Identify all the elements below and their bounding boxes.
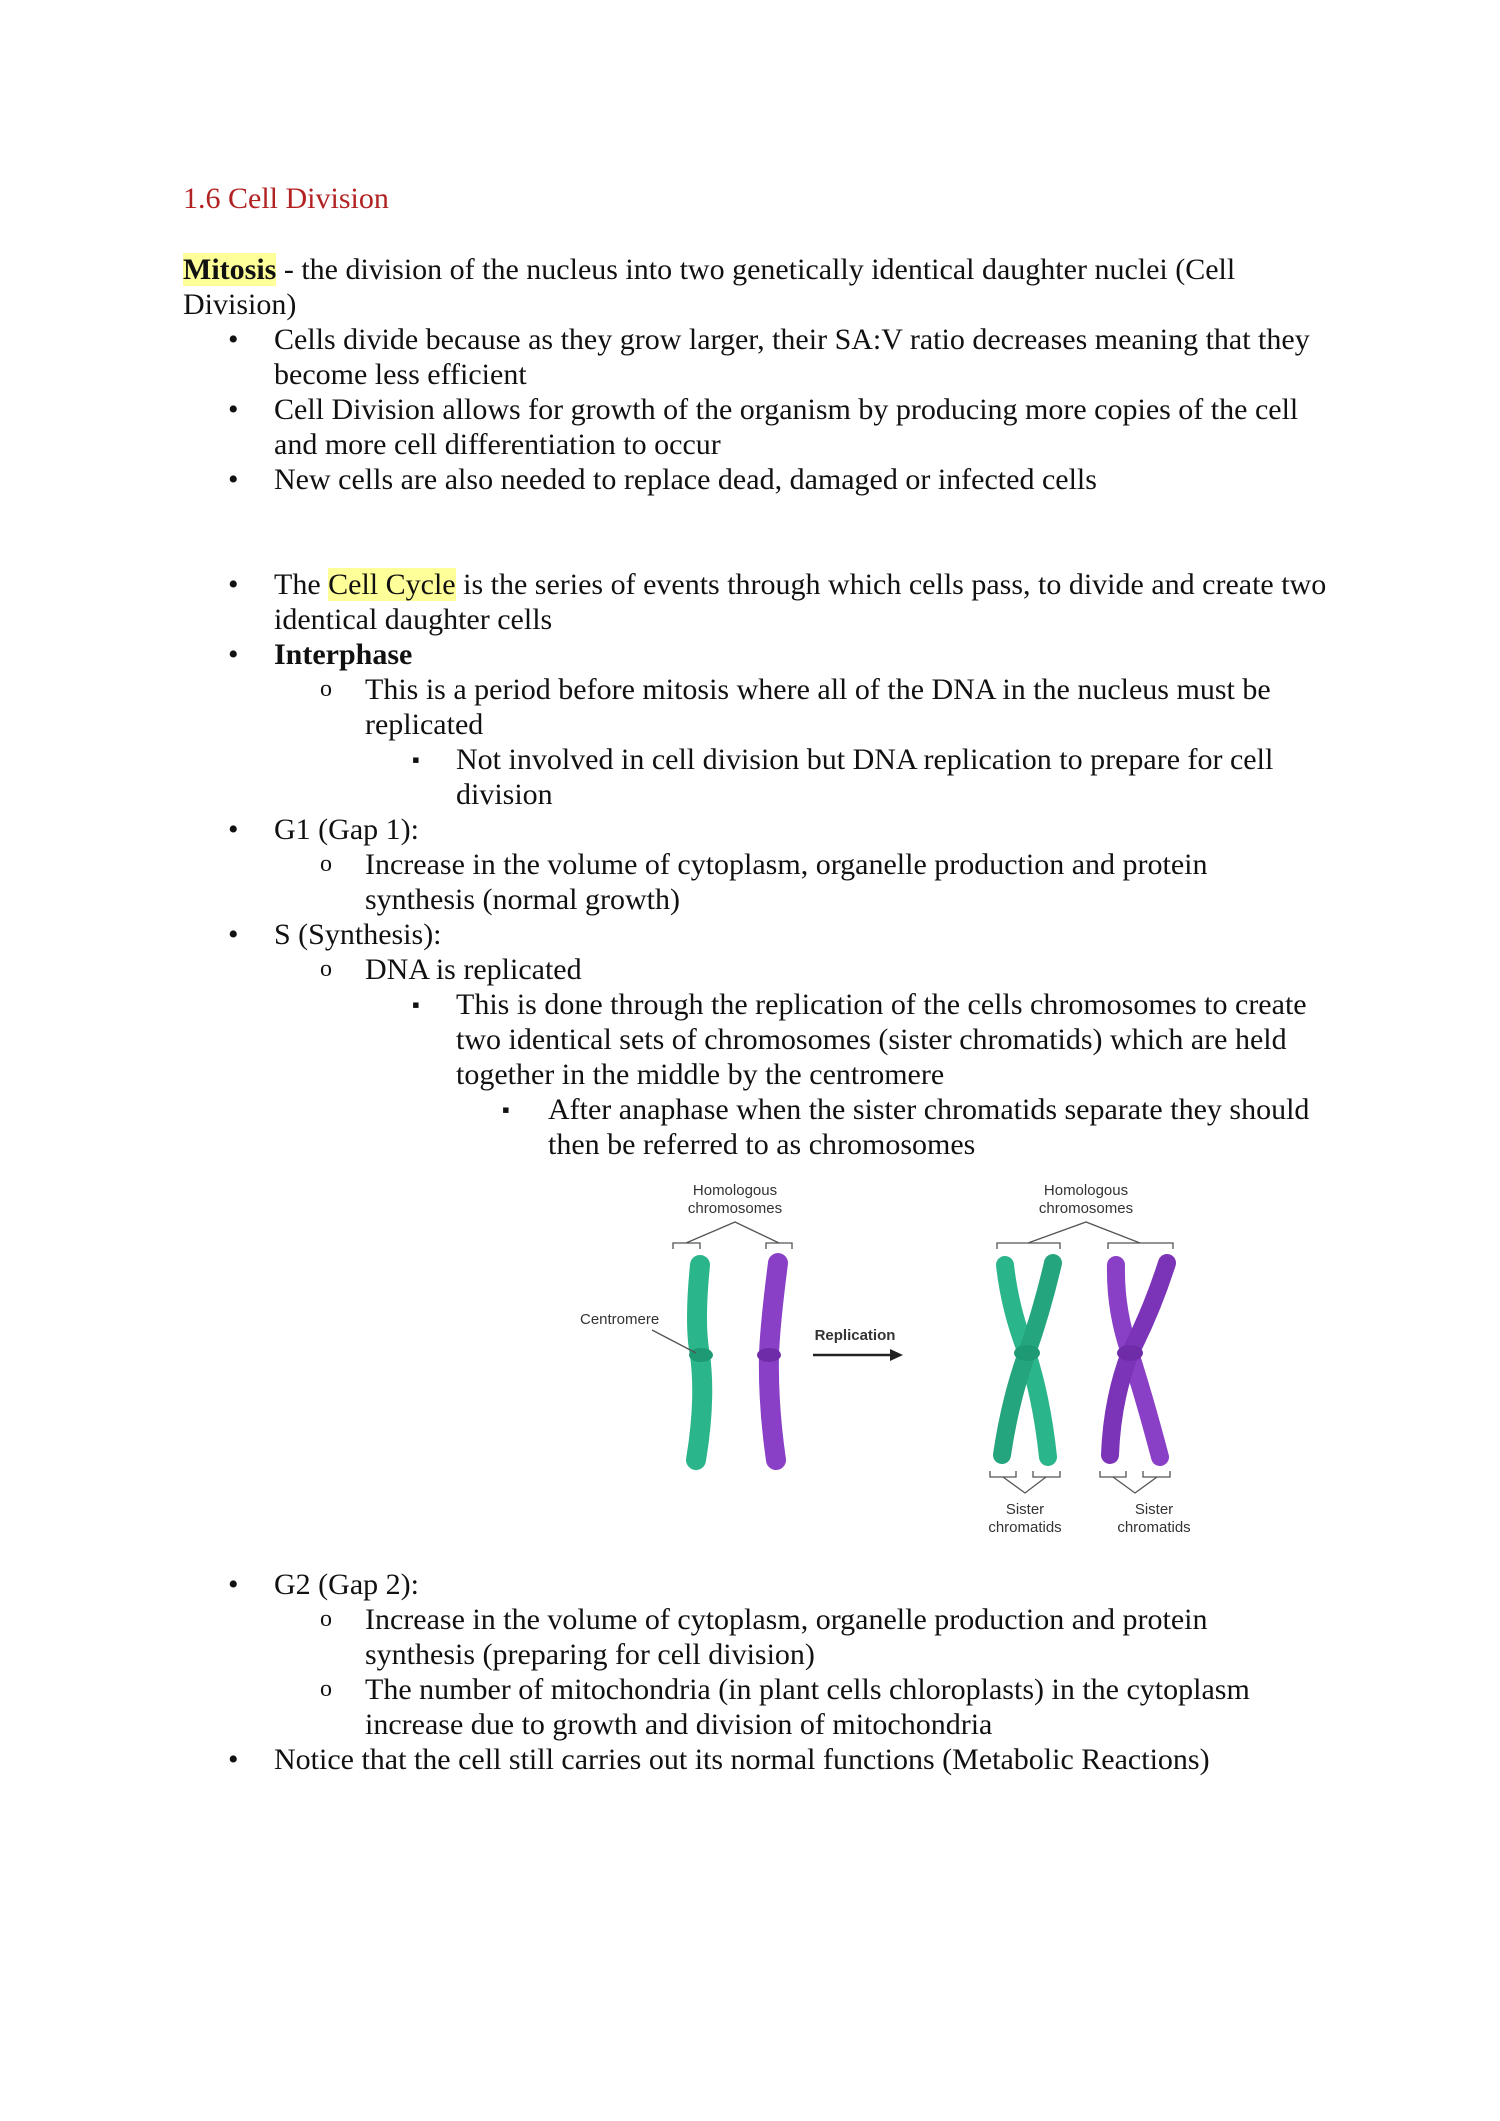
list-item-g1: • G1 (Gap 1): (228, 813, 419, 846)
bullet-icon: • (228, 813, 239, 846)
chromosome-replication-diagram (570, 1175, 1230, 1545)
sister-left-label-1: Sister (1005, 1501, 1045, 1518)
cell-cycle-term: Cell Cycle (328, 568, 456, 601)
bullet-icon: • (228, 918, 239, 951)
sister-right-bracket (1100, 1471, 1170, 1493)
mitosis-definition-text: - the division of the nucleus into two genetically identical daughter nuclei (Cell Division) (183, 253, 1236, 321)
centromere-label: Centromere (580, 1311, 660, 1328)
list-item: o Increase in the volume of cytoplasm, organelle production and protein synthesis (normal growth) (320, 848, 1208, 916)
list-item: • Cells divide because as they grow larger, their SA:V ratio decreases meaning that they become less efficient (228, 323, 1310, 391)
replication-label: Replication (814, 1327, 896, 1344)
list-item: ▪ This is done through the replication of the cells chromosomes to create two identical sets of chromosomes (sister chromatids) which are held together in the middle by the centromere (412, 988, 1307, 1091)
list-item-interphase: • Interphase (228, 638, 413, 671)
list-item: • New cells are also needed to replace dead, damaged or infected cells (228, 463, 1097, 496)
list-item: o The number of mitochondria (in plant cells chloroplasts) in the cytoplasm increase due to growth and division of mitochondria (320, 1673, 1250, 1741)
sister-left-label-2: chromatids (988, 1519, 1062, 1536)
green-centromere (689, 1348, 713, 1362)
square-bullet-icon: ▪ (412, 747, 420, 772)
square-bullet-icon: ▪ (412, 992, 420, 1017)
homologous-right-label-1: Homologous (1043, 1182, 1129, 1199)
cell-cycle-list (0, 567, 1500, 1162)
purple-replicated-centromere (1117, 1345, 1143, 1361)
list-item: ▪ Not involved in cell division but DNA replication to prepare for cell division (412, 743, 1274, 811)
g2-list (0, 1567, 1500, 1777)
reasons-list (0, 322, 1500, 497)
mitosis-term: Mitosis (183, 253, 277, 286)
homologous-left-label-1: Homologous (692, 1182, 778, 1199)
bullet-icon: • (228, 1568, 239, 1601)
bullet-icon: • (228, 393, 239, 426)
sister-left-bracket (990, 1471, 1060, 1493)
purple-centromere (757, 1348, 781, 1362)
bullet-icon: • (228, 638, 239, 671)
homologous-left-bracket (673, 1222, 792, 1249)
circle-bullet-icon: o (320, 1606, 332, 1632)
green-chromosome (696, 1265, 702, 1460)
bullet-icon: • (228, 323, 239, 356)
sister-right-label-2: chromatids (1117, 1519, 1191, 1536)
circle-bullet-icon: o (320, 851, 332, 877)
circle-bullet-icon: o (320, 676, 332, 702)
list-item: ▪ After anaphase when the sister chromatids separate they should then be referred to as chromosomes (502, 1093, 1310, 1161)
homologous-right-bracket (997, 1222, 1173, 1249)
list-item: • Cell Division allows for growth of the organism by producing more copies of the cell and more cell differentiation to occur (228, 393, 1299, 461)
arrow-head-icon (890, 1349, 903, 1361)
bullet-icon: • (228, 463, 239, 496)
circle-bullet-icon: o (320, 1676, 332, 1702)
bullet-icon: • (228, 568, 239, 601)
green-replicated-centromere (1014, 1345, 1040, 1361)
bullet-icon: • (228, 1743, 239, 1776)
homologous-left-label-2: chromosomes (687, 1200, 783, 1217)
circle-bullet-icon: o (320, 956, 332, 982)
list-item-g2: • G2 (Gap 2): (228, 1568, 419, 1601)
list-item: o Increase in the volume of cytoplasm, organelle production and protein synthesis (preparing for cell division) (320, 1603, 1208, 1671)
mitosis-definition (183, 252, 1333, 322)
section-title: 1.6 Cell Division (183, 182, 389, 215)
list-item: • Notice that the cell still carries out its normal functions (Metabolic Reactions) (228, 1743, 1210, 1776)
square-bullet-icon: ▪ (502, 1097, 510, 1122)
list-item: o This is a period before mitosis where all of the DNA in the nucleus must be replicated (320, 673, 1271, 741)
list-item: o DNA is replicated (320, 953, 582, 986)
list-item: • The Cell Cycle is the series of events through which cells pass, to divide and create two identical daughter cells (228, 568, 1327, 636)
list-item-s-phase: • S (Synthesis): (228, 918, 442, 951)
homologous-right-label-2: chromosomes (1038, 1200, 1134, 1217)
sister-right-label-1: Sister (1134, 1501, 1174, 1518)
